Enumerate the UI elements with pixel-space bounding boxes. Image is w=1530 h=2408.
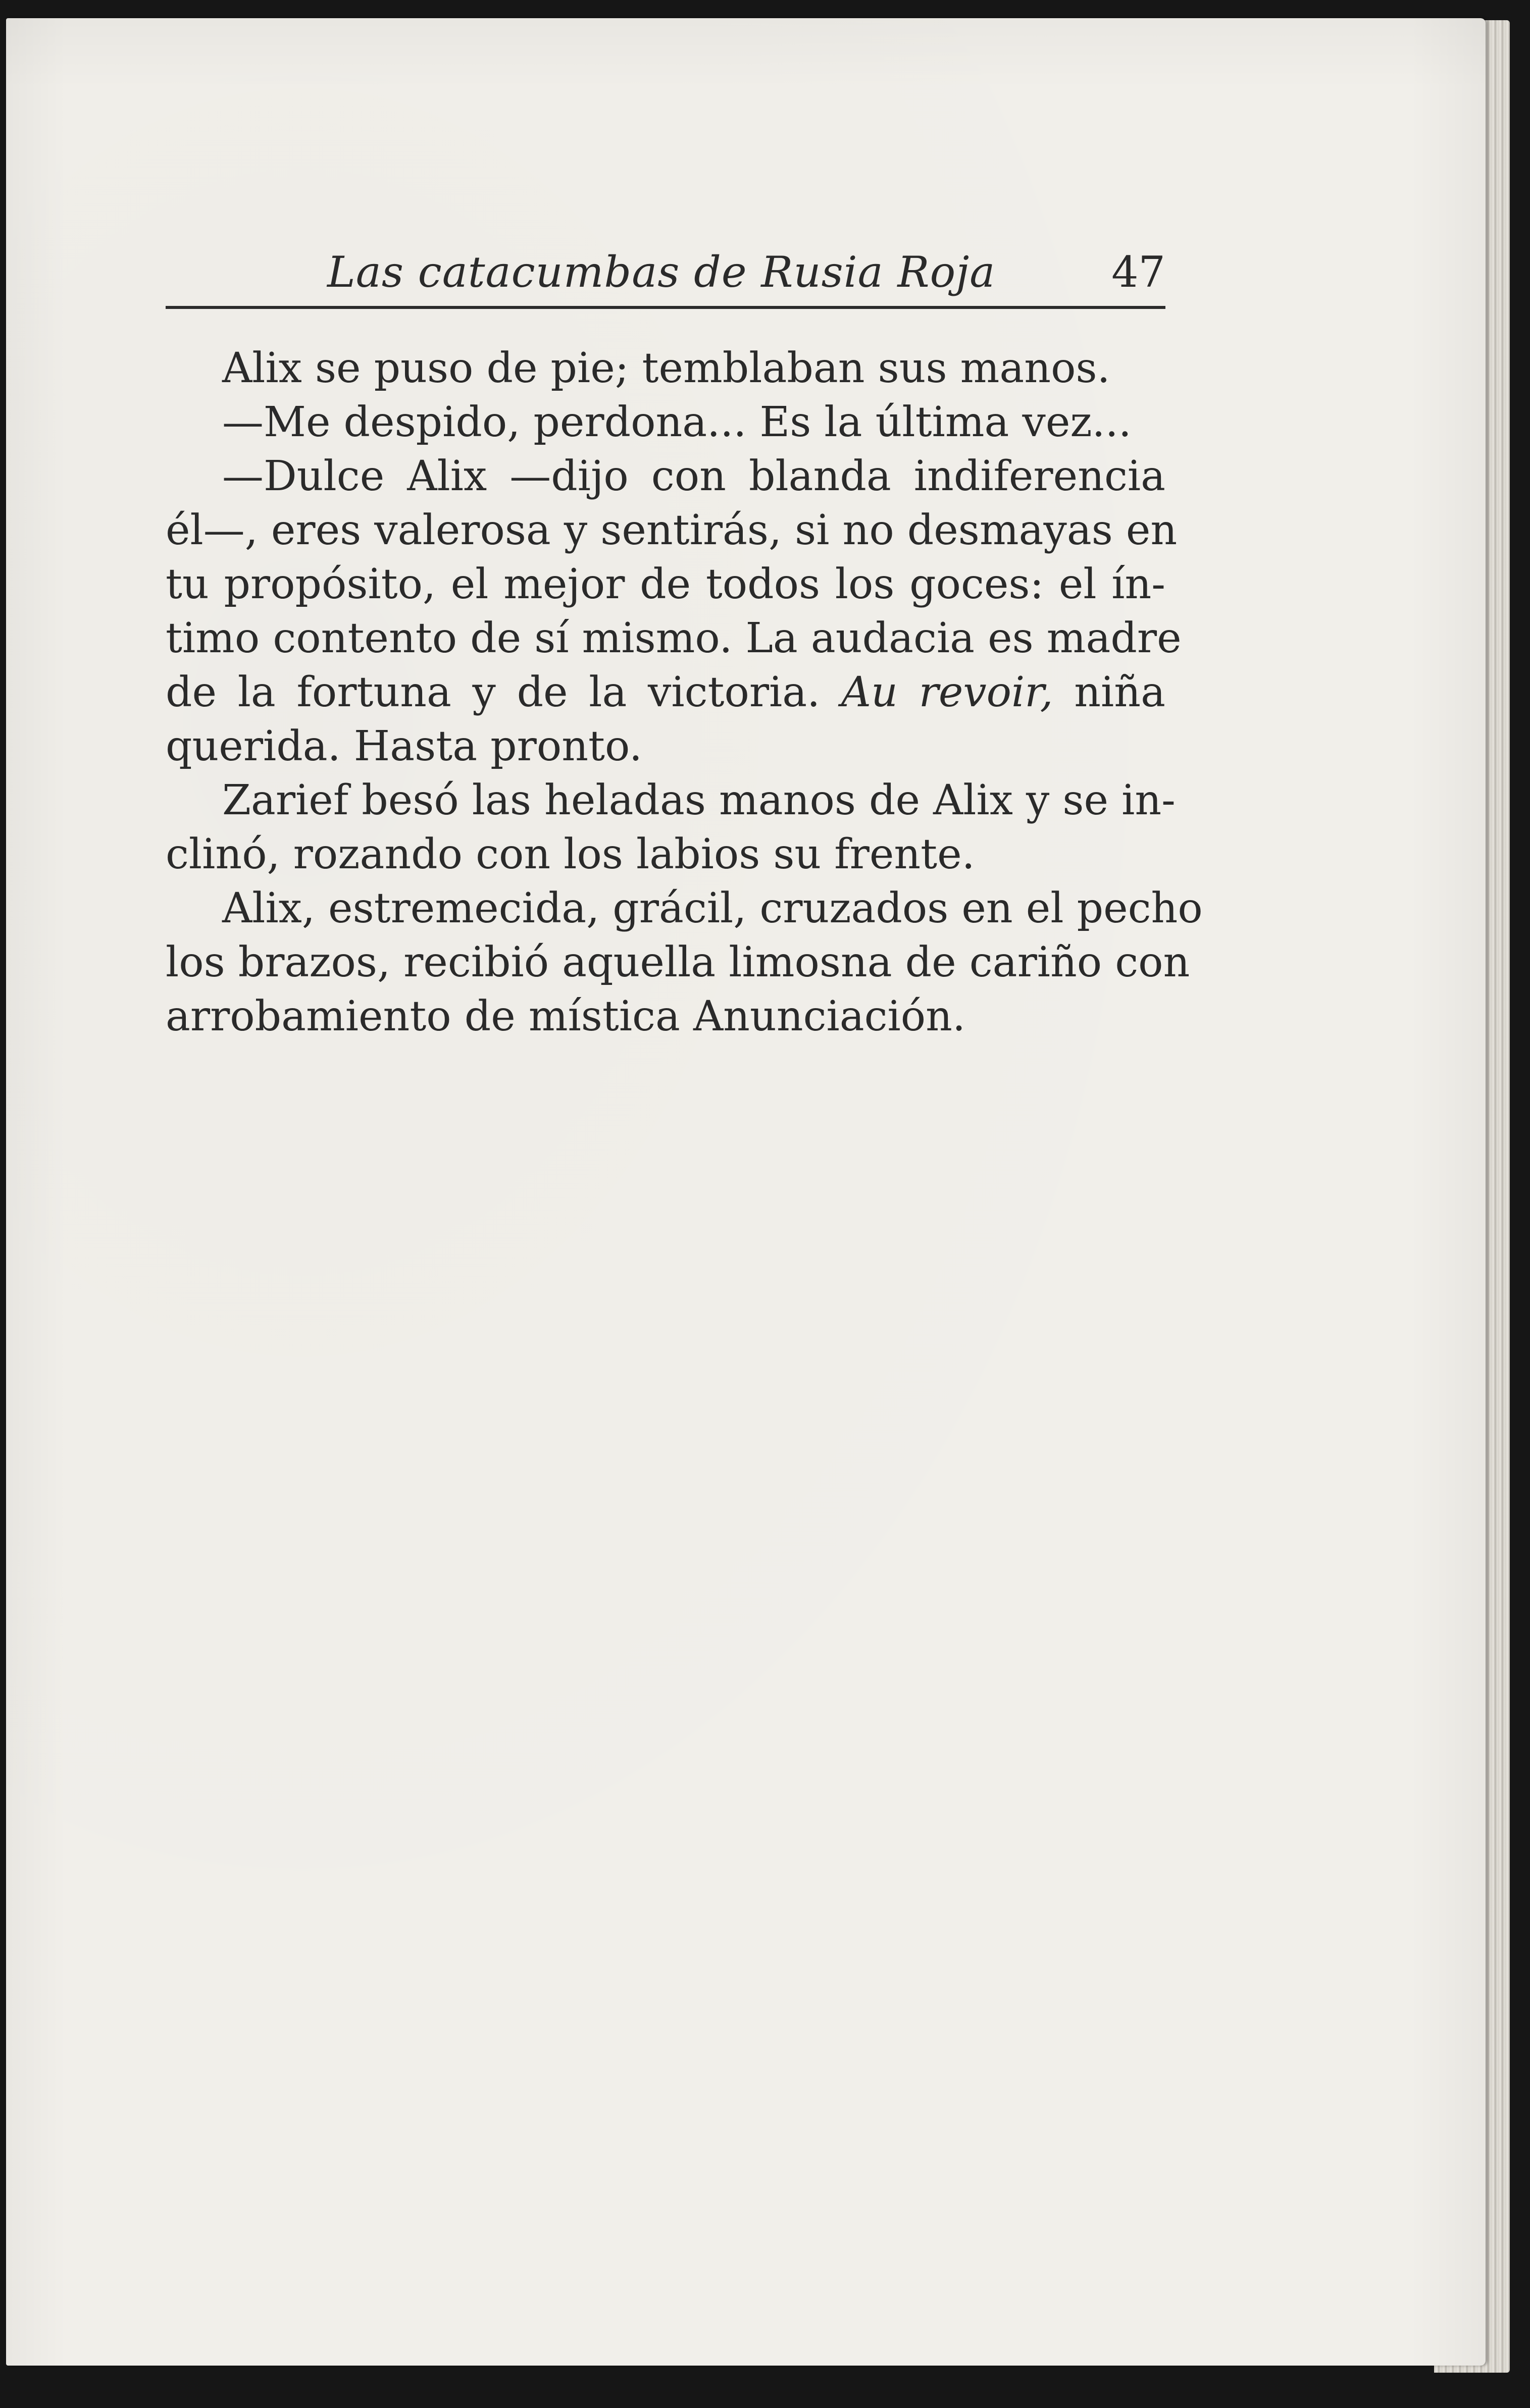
paragraph-4-line-1: Zarief besó las heladas manos de Alix y se in- <box>222 776 1176 824</box>
paragraph-3-line-5 <box>166 665 1165 719</box>
paragraph-3-line-3: tu propósito, el mejor de todos los goces: el ín- <box>166 560 1165 608</box>
paragraph-3-line-2: él—, eres valerosa y sentirás, si no desmayas en <box>166 506 1178 554</box>
paragraph-1-line-1: Alix se puso de pie; temblaban sus manos. <box>222 344 1110 392</box>
page-sheet <box>6 18 1486 2366</box>
au-revoir-italic: Au revoir, <box>841 668 1053 716</box>
paragraph-5-line-2: los brazos, recibió aquella limosna de cariño con <box>166 938 1190 986</box>
paragraph-3-line-1: —Dulce Alix —dijo con blanda indiferencia <box>222 452 1165 500</box>
paragraph-2-line-1: —Me despido, perdona... Es la última vez... <box>222 398 1132 446</box>
paragraph-5-line-1: Alix, estremecida, grácil, cruzados en el pecho <box>222 884 1203 932</box>
paragraph-3-line-5-end: niña <box>1074 668 1165 716</box>
paragraph-4-line-2: clinó, rozando con los labios su frente. <box>166 830 975 878</box>
running-title: Las catacumbas de Rusia Roja <box>327 247 996 297</box>
paragraph-3-line-4: timo contento de sí mismo. La audacia es madre <box>166 614 1182 662</box>
running-head <box>166 230 1165 309</box>
page-number: 47 <box>1111 247 1165 297</box>
paragraph-3-line-5-start: de la fortuna y de la victoria. <box>166 668 821 716</box>
paragraph-3-line-6: querida. Hasta pronto. <box>166 722 642 770</box>
body-text <box>166 341 1203 1043</box>
paragraph-5-line-3: arrobamiento de mística Anunciación. <box>166 992 966 1040</box>
